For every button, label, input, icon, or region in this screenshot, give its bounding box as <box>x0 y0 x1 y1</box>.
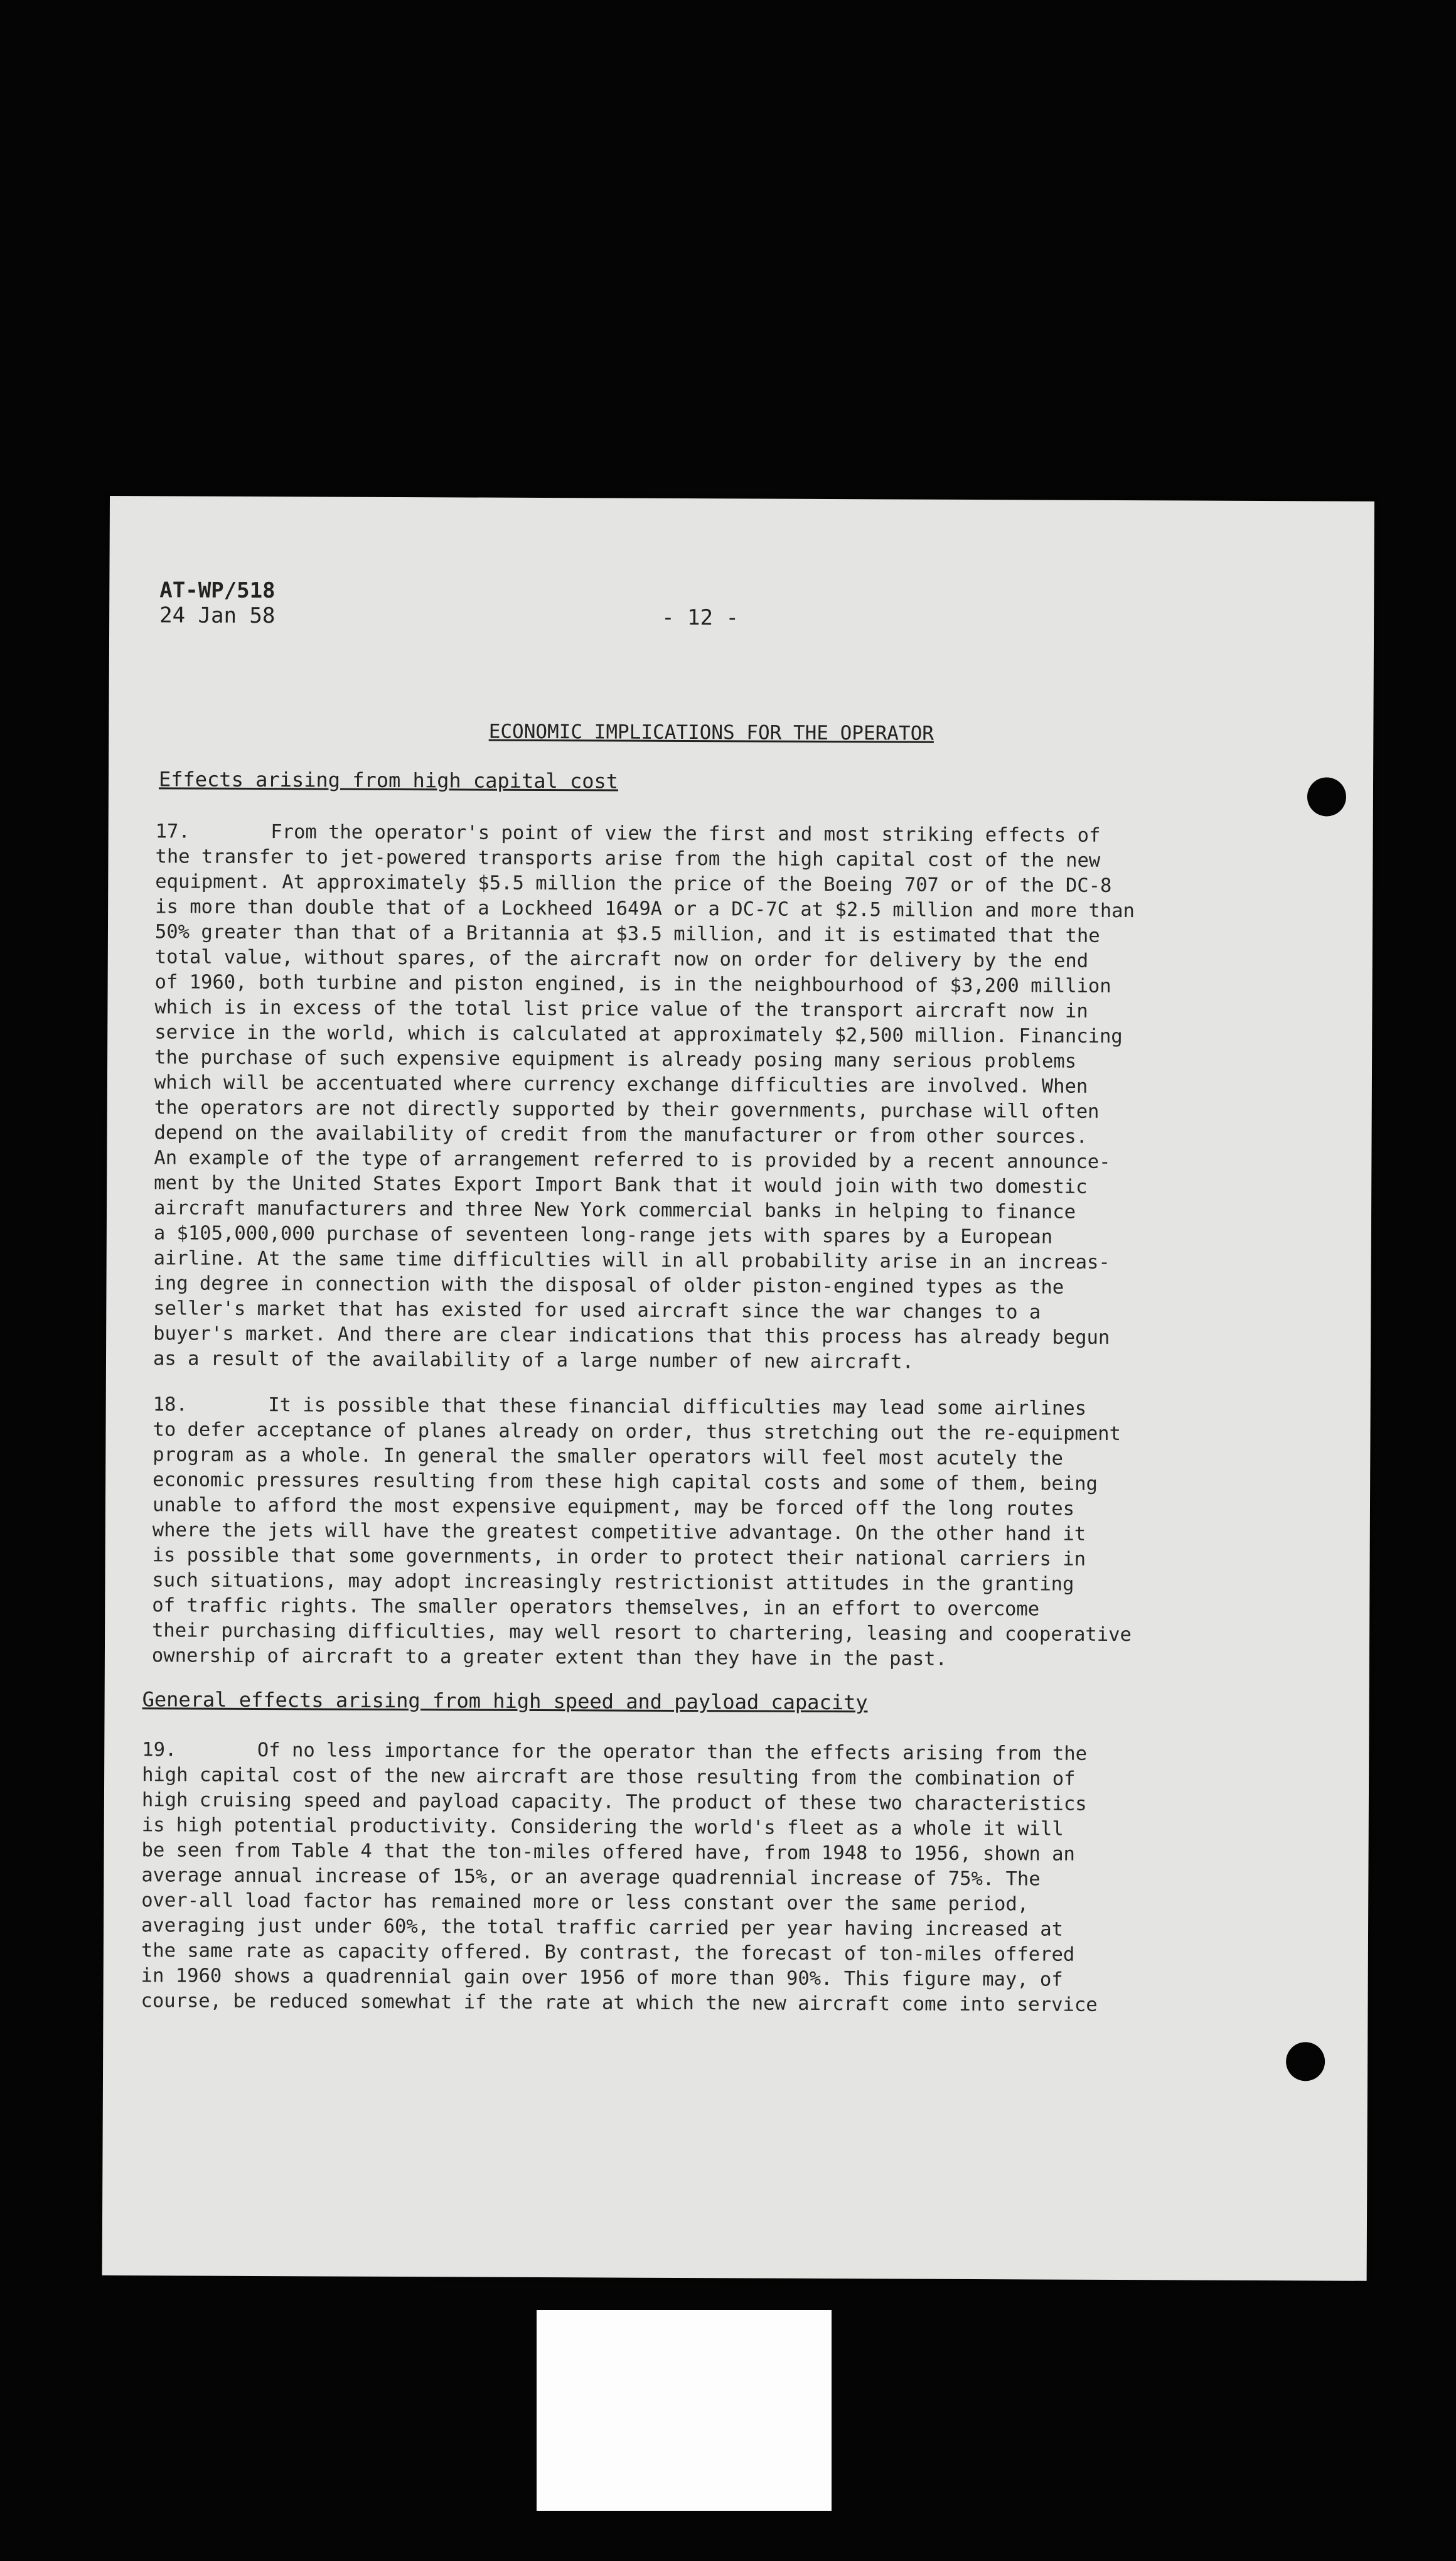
section-heading-capital-cost: Effects arising from high capital cost <box>158 767 619 793</box>
page-number: - 12 - <box>661 604 739 631</box>
paragraph-line: 50% greater than that of a Britannia at $3.5 million, and it is estimated that the <box>154 921 1100 947</box>
paragraph-line: ownership of aircraft to a greater extent than they have in the past. <box>151 1645 948 1670</box>
paragraph-line: which is in excess of the total list price value of the transport aircraft now in <box>154 996 1088 1023</box>
paragraph-line: 18. It is possible that these financial difficulties may lead some airlines <box>153 1393 1087 1420</box>
paragraph-line: the transfer to jet-powered transports arise from the high capital cost of the new <box>155 846 1101 872</box>
paragraph-line: is possible that some governments, in order to protect their national carriers in <box>152 1544 1086 1570</box>
paragraph-line: ing degree in connection with the disposal of older piston-engined types as the <box>153 1272 1064 1299</box>
paragraph-line: airline. At the same time difficulties will in all probability arise in an increas- <box>153 1247 1110 1274</box>
paragraph-line: the same rate as capacity offered. By contrast, the forecast of ton-miles offered <box>141 1940 1075 1966</box>
paragraph-line: An example of the type of arrangement referred to is provided by a recent announce- <box>154 1147 1111 1173</box>
paragraph-line: economic pressures resulting from these high capital costs and some of them, being <box>153 1469 1098 1495</box>
paragraph-line: average annual increase of 15%, or an average quadrennial increase of 75%. The <box>141 1864 1041 1891</box>
paragraph-line: of traffic rights. The smaller operators themselves, in an effort to overcome <box>152 1594 1040 1621</box>
paragraph-line: the purchase of such expensive equipment is already posing many serious problems <box>154 1046 1077 1073</box>
paragraph-line: 19. Of no less importance for the operator than the effects arising from the <box>142 1739 1088 1765</box>
paragraph-line: which will be accentuated where currency exchange difficulties are involved. When <box>154 1071 1088 1098</box>
paragraph-line: ment by the United States Export Import Bank that it would join with two domestic <box>154 1172 1088 1198</box>
paragraph-line: of 1960, both turbine and piston engined, is in the neighbourhood of $3,200 million <box>154 971 1111 997</box>
paragraph-line: averaging just under 60%, the total traffic carried per year having increased at <box>141 1914 1064 1941</box>
paragraph-line: depend on the availability of credit from the manufacturer or from other sources. <box>154 1122 1088 1148</box>
scanner-white-tab <box>537 2310 832 2511</box>
paragraph-line: such situations, may adopt increasingly restrictionist attitudes in the granting <box>152 1569 1074 1596</box>
paragraph-line: high cruising speed and payload capacity. The product of these two characteristics <box>141 1789 1087 1815</box>
paragraph-line: program as a whole. In general the smaller operators will feel most acutely the <box>153 1444 1064 1470</box>
paragraph-line: a $105,000,000 purchase of seventeen long-range jets with spares by a European <box>153 1222 1053 1248</box>
paragraph-19 <box>141 1737 1246 2019</box>
paragraph-17 <box>153 819 1260 1377</box>
paragraph-line: over-all load factor has remained more or less constant over the same period, <box>141 1889 1029 1916</box>
paragraph-line: is high potential productivity. Considering the world's fleet as a whole it will <box>141 1814 1064 1840</box>
paragraph-line: total value, without spares, of the aircraft now on order for delivery by the end <box>154 946 1089 972</box>
document-reference <box>159 577 276 628</box>
section-heading-speed-payload: General effects arising from high speed and payload capacity <box>142 1687 868 1715</box>
paragraph-line: unable to afford the most expensive equipment, may be forced off the long routes <box>152 1494 1075 1520</box>
punch-hole-top <box>1307 777 1346 816</box>
document-page <box>102 496 1374 2281</box>
paragraph-line: where the jets will have the greatest competitive advantage. On the other hand it <box>152 1519 1086 1545</box>
main-heading: ECONOMIC IMPLICATIONS FOR THE OPERATOR <box>488 720 934 745</box>
paragraph-line: as a result of the availability of a large number of new aircraft. <box>153 1348 914 1373</box>
paragraph-line: equipment. At approximately $5.5 million the price of the Boeing 707 or of the DC-8 <box>155 871 1112 897</box>
paragraph-line: 17. From the operator's point of view the first and most striking effects of <box>155 820 1101 847</box>
paragraph-line: seller's market that has existed for used aircraft since the war changes to a <box>153 1297 1041 1324</box>
paragraph-line: the operators are not directly supported by their governments, purchase will often <box>154 1097 1100 1123</box>
reference-code: AT-WP/518 <box>159 577 276 604</box>
paragraph-line: their purchasing difficulties, may well resort to chartering, leasing and cooperative <box>152 1619 1132 1646</box>
paragraph-line: buyer's market. And there are clear indications that this process has already begun <box>153 1323 1110 1349</box>
paragraph-line: high capital cost of the new aircraft are those resulting from the combination of <box>142 1764 1076 1790</box>
paragraph-line: is more than double that of a Lockheed 1649A or a DC-7C at $2.5 million and more than <box>155 896 1135 923</box>
reference-date: 24 Jan 58 <box>159 603 276 629</box>
paragraph-line: in 1960 shows a quadrennial gain over 1956 of more than 90%. This figure may, of <box>141 1965 1063 1991</box>
paragraph-line: aircraft manufacturers and three New York commercial banks in helping to finance <box>153 1197 1076 1223</box>
paragraph-line: to defer acceptance of planes already on order, thus stretching out the re-equipment <box>153 1419 1121 1446</box>
paragraph-line: service in the world, which is calculated at approximately $2,500 million. Financing <box>154 1021 1123 1048</box>
paragraph-line: be seen from Table 4 that the ton-miles offered have, from 1948 to 1956, shown an <box>141 1839 1076 1866</box>
paragraph-18 <box>152 1392 1258 1673</box>
punch-hole-bottom <box>1286 2042 1325 2081</box>
paragraph-line: course, be reduced somewhat if the rate at which the new aircraft come into service <box>141 1990 1098 2016</box>
